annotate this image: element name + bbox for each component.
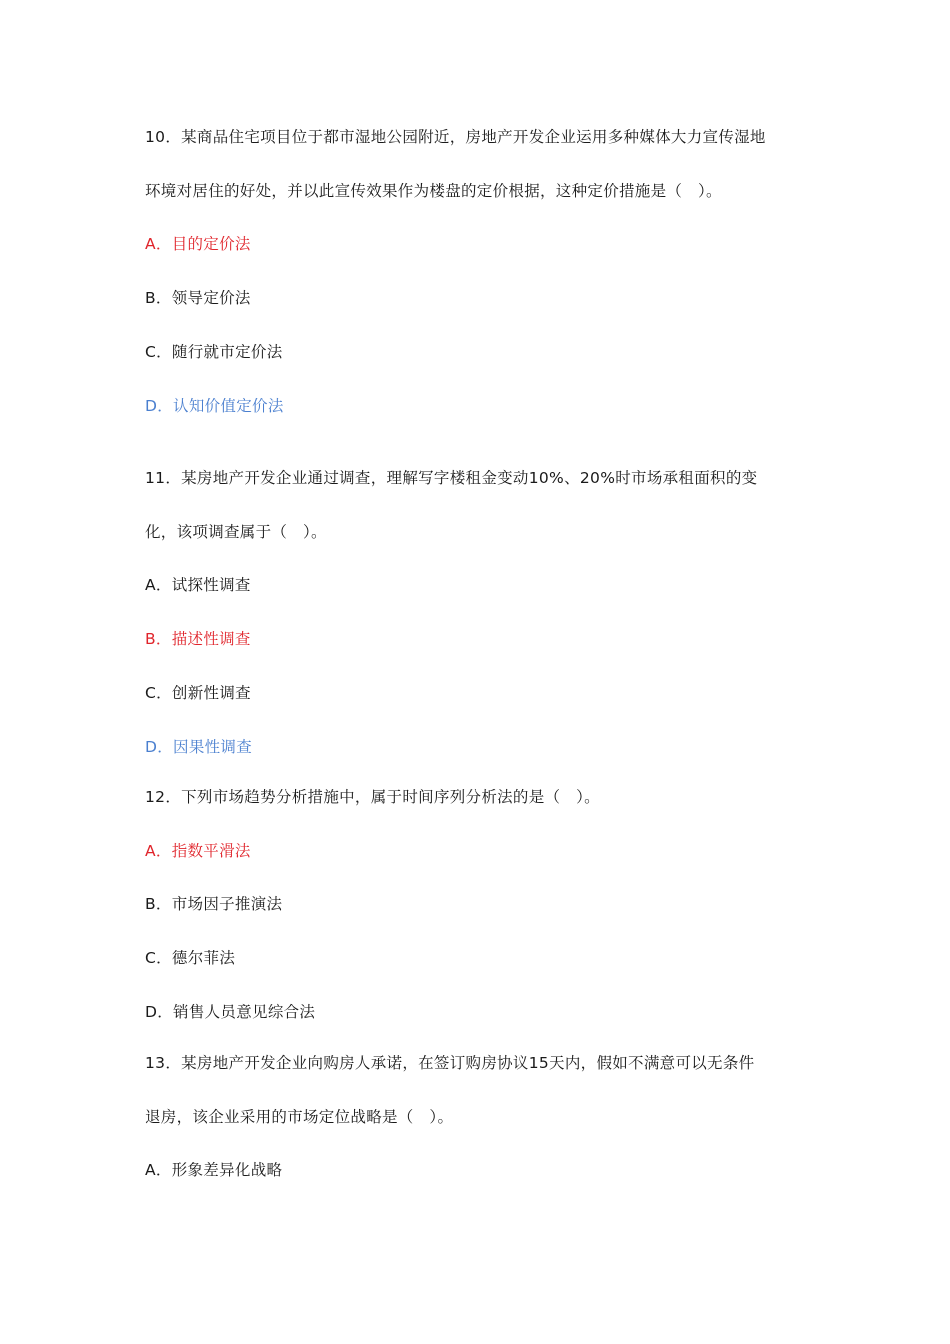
question-12-option-c: C．德尔菲法 [145, 949, 236, 967]
question-10-option-d: D．认知价值定价法 [145, 397, 284, 415]
question-13-option-a: A．形象差异化战略 [145, 1161, 283, 1179]
question-11-option-c: C．创新性调查 [145, 684, 251, 702]
question-13-line-2: 退房，该企业采用的市场定位战略是（ ）。 [145, 1108, 454, 1126]
question-11-line-1: 11．某房地产开发企业通过调查，理解写字楼租金变动10%、20%时市场承租面积的变 [145, 469, 758, 487]
question-10-option-a: A．目的定价法 [145, 235, 251, 253]
question-12-option-b: B．市场因子推演法 [145, 895, 283, 913]
question-11-option-b: B．描述性调查 [145, 630, 251, 648]
question-12-option-d: D．销售人员意见综合法 [145, 1003, 316, 1021]
question-10-line-2: 环境对居住的好处，并以此宣传效果作为楼盘的定价根据，这种定价措施是（ ）。 [145, 182, 722, 200]
question-13-line-1: 13．某房地产开发企业向购房人承诺，在签订购房协议15天内，假如不满意可以无条件 [145, 1054, 755, 1072]
question-11-option-a: A．试探性调查 [145, 576, 251, 594]
question-10-option-c: C．随行就市定价法 [145, 343, 283, 361]
question-11-line-2: 化，该项调查属于（ ）。 [145, 523, 327, 541]
question-12-line-1: 12．下列市场趋势分析措施中，属于时间序列分析法的是（ ）。 [145, 788, 600, 806]
question-11-option-d: D．因果性调查 [145, 738, 253, 756]
question-10-option-b: B．领导定价法 [145, 289, 251, 307]
question-12-option-a: A．指数平滑法 [145, 842, 251, 860]
question-10-line-1: 10．某商品住宅项目位于都市湿地公园附近，房地产开发企业运用多种媒体大力宣传湿地 [145, 128, 766, 146]
